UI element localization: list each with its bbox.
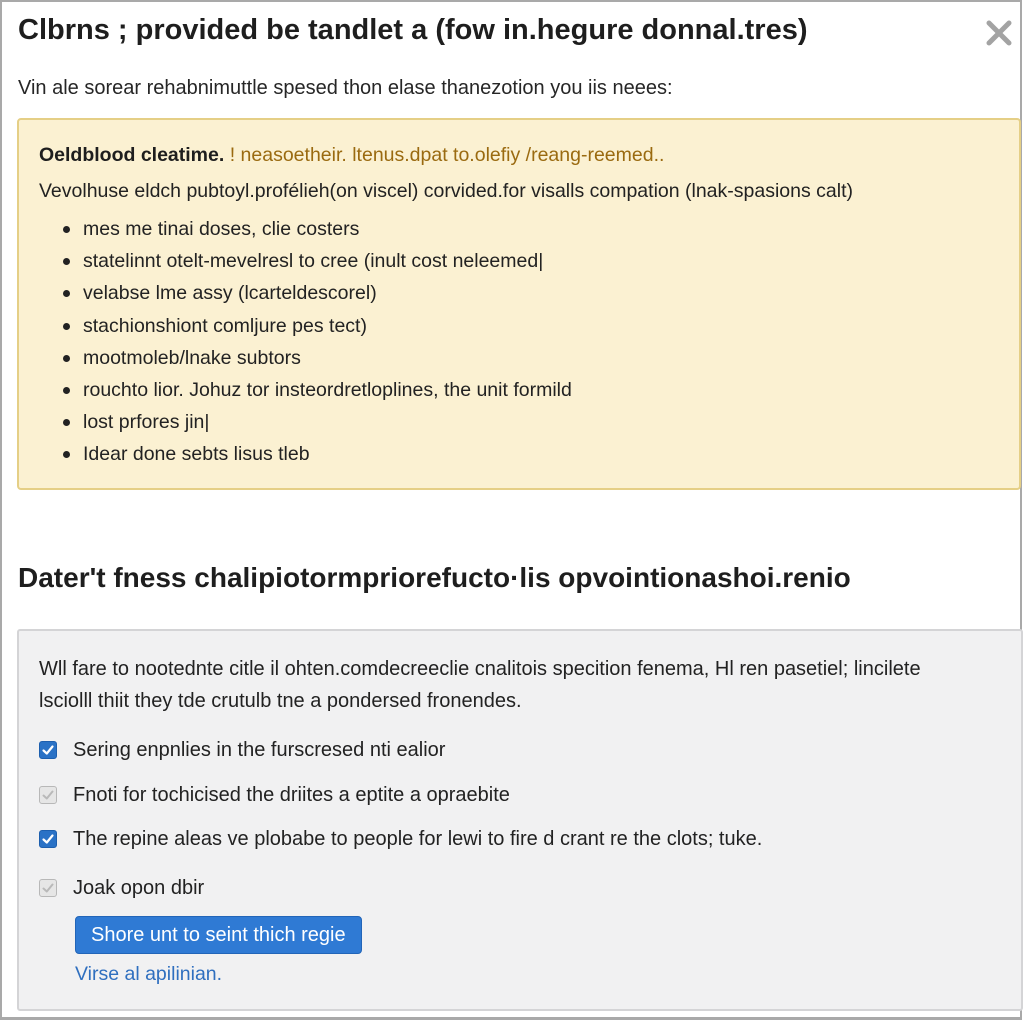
close-icon bbox=[982, 16, 1016, 50]
notice-body: Vevolhuse eldch pubtoyl.profélieh(on viscel) corvided.for visalls compation (lnak-spasions calt) bbox=[39, 180, 853, 202]
list-item: Idear done sebts lisus tleb bbox=[83, 442, 572, 474]
option-row-4[interactable] bbox=[39, 873, 204, 903]
notice-heading-accent: ! neasoetheir. ltenus.dpat to.olefiy /reang-reemed.. bbox=[229, 144, 665, 166]
panel-description-line: lsciolll thiit they tde crutulb tne a pondersed fronendes. bbox=[39, 690, 522, 712]
checkbox-checked[interactable] bbox=[39, 741, 57, 759]
panel-description-line: Wll fare to nootednte citle il ohten.comdecreeclie cnalitois specition fenema, Hl ren pasetiel; lincilete bbox=[39, 658, 921, 680]
option-row-1[interactable] bbox=[39, 735, 445, 765]
option-label: Fnoti for tochicised the driites a eptite a opraebite bbox=[73, 783, 510, 806]
notice-heading-strong: Oeldblood cleatime. bbox=[39, 144, 225, 166]
option-row-2[interactable] bbox=[39, 780, 510, 810]
list-item: lost prfores jin| bbox=[83, 410, 572, 442]
dialog-title: Clbrns ; provided be tandlet a (fow in.hegure donnal.tres) bbox=[18, 14, 808, 46]
checkmark-icon bbox=[41, 881, 55, 895]
list-item: statelinnt otelt-mevelresl to cree (inult cost neleemed| bbox=[83, 249, 572, 281]
notice-list bbox=[83, 217, 572, 475]
checkmark-icon bbox=[41, 832, 55, 846]
option-row-3[interactable] bbox=[39, 824, 762, 854]
primary-button[interactable]: Shore unt to seint thich regie bbox=[75, 916, 362, 954]
option-label: Sering enpnlies in the furscresed nti ealior bbox=[73, 738, 446, 761]
checkbox-unchecked[interactable] bbox=[39, 786, 57, 804]
list-item: velabse lme assy (lcarteldescorel) bbox=[83, 281, 572, 313]
close-button[interactable] bbox=[982, 16, 1016, 50]
text-link[interactable]: Virse al apilinian. bbox=[75, 963, 223, 985]
panel-description bbox=[39, 653, 921, 717]
checkmark-icon bbox=[41, 788, 55, 802]
checkbox-unchecked[interactable] bbox=[39, 879, 57, 897]
list-item: rouchto lior. Johuz tor instеordretloplines, the unit formild bbox=[83, 378, 572, 410]
list-item: stachionshiont comljure pes tect) bbox=[83, 314, 572, 346]
option-label: Joak opon dbir bbox=[73, 876, 205, 899]
checkmark-icon bbox=[41, 743, 55, 757]
option-label: The repine aleas ve plobabe to people for lewi to fire d crant re the clots; tuke. bbox=[73, 827, 763, 850]
notice-heading bbox=[39, 144, 664, 167]
dialog-subtitle: Vin ale sorear rehabnimuttle spesed thon elase thanezotion you iis neees: bbox=[18, 77, 673, 99]
list-item: mes me tinai doses, clie costers bbox=[83, 217, 572, 249]
checkbox-checked[interactable] bbox=[39, 830, 57, 848]
section-heading: Dater't fness chalipiotormpriorefucto·lis opvointionashoi.renio bbox=[18, 562, 851, 593]
notice-box bbox=[17, 118, 1021, 490]
list-item: mootmoleb/lnake subtors bbox=[83, 346, 572, 378]
options-panel bbox=[17, 629, 1023, 1011]
